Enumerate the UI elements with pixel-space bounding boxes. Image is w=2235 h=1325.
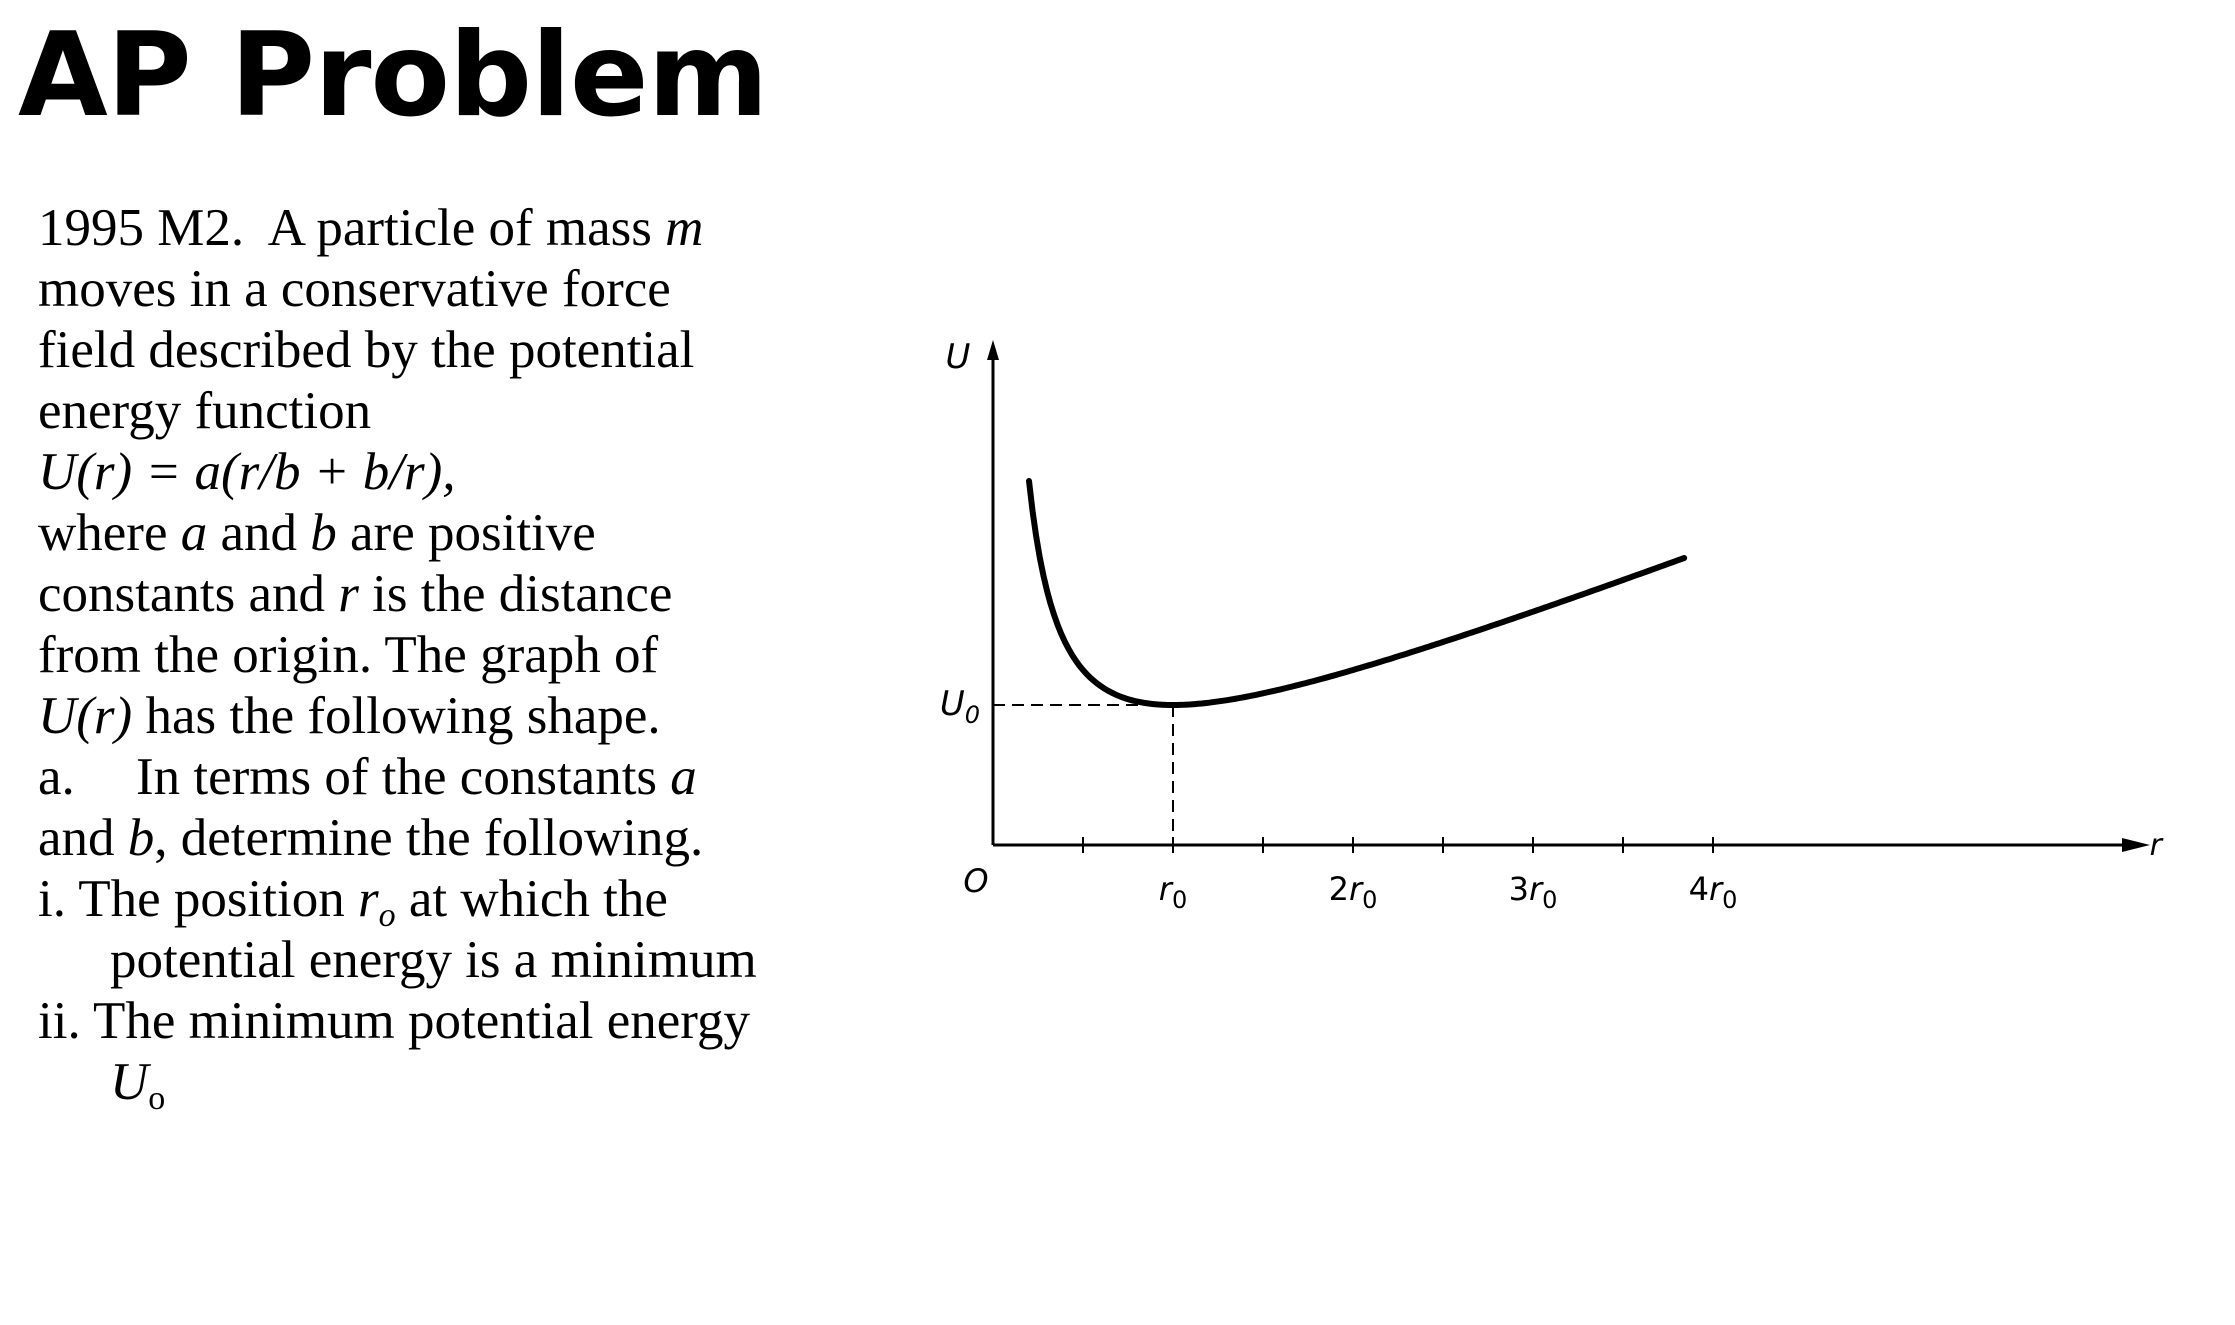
x-tick-label: $4r_0$ — [1688, 870, 1738, 914]
y-axis-label: U — [945, 337, 971, 377]
x-axis-arrowhead — [2122, 838, 2150, 852]
x-tick-labels — [1159, 870, 1738, 914]
problem-intro: 1995 M2. A particle of mass m moves in a conservative force field described by the potential energy function — [38, 199, 704, 440]
problem-id: 1995 M2. — [38, 199, 245, 257]
y-axis-arrowhead — [987, 340, 999, 360]
x-tick-label: $r_0$ — [1158, 870, 1188, 914]
potential-energy-curve — [1029, 481, 1684, 705]
slide-title: AP Problem — [18, 8, 768, 143]
potential-equation: U(r) = a(r/b + b/r), — [38, 443, 456, 501]
part-a-letter: a. — [38, 748, 75, 806]
problem-constants: where a and b are positive constants and r is the distance from the origin. The graph of U(r) has the following shape. — [38, 504, 673, 745]
part-a-item-i: i. The position $r_o$ at which the potential energy is a minimum — [38, 870, 757, 989]
y-tick-label-u0: $U_0$ — [939, 684, 981, 729]
part-a: a. In terms of the constants a and b, determine the following. — [38, 748, 704, 867]
x-axis-label: r — [2149, 828, 2162, 863]
part-a-item-ii: ii. The minimum potential energy $U_o$ — [38, 992, 750, 1117]
problem-statement — [38, 198, 758, 1117]
origin-label: O — [963, 862, 989, 900]
x-tick-label: $2r_0$ — [1328, 870, 1378, 914]
x-tick-label: $3r_0$ — [1508, 870, 1558, 914]
potential-energy-graph — [900, 300, 2160, 960]
